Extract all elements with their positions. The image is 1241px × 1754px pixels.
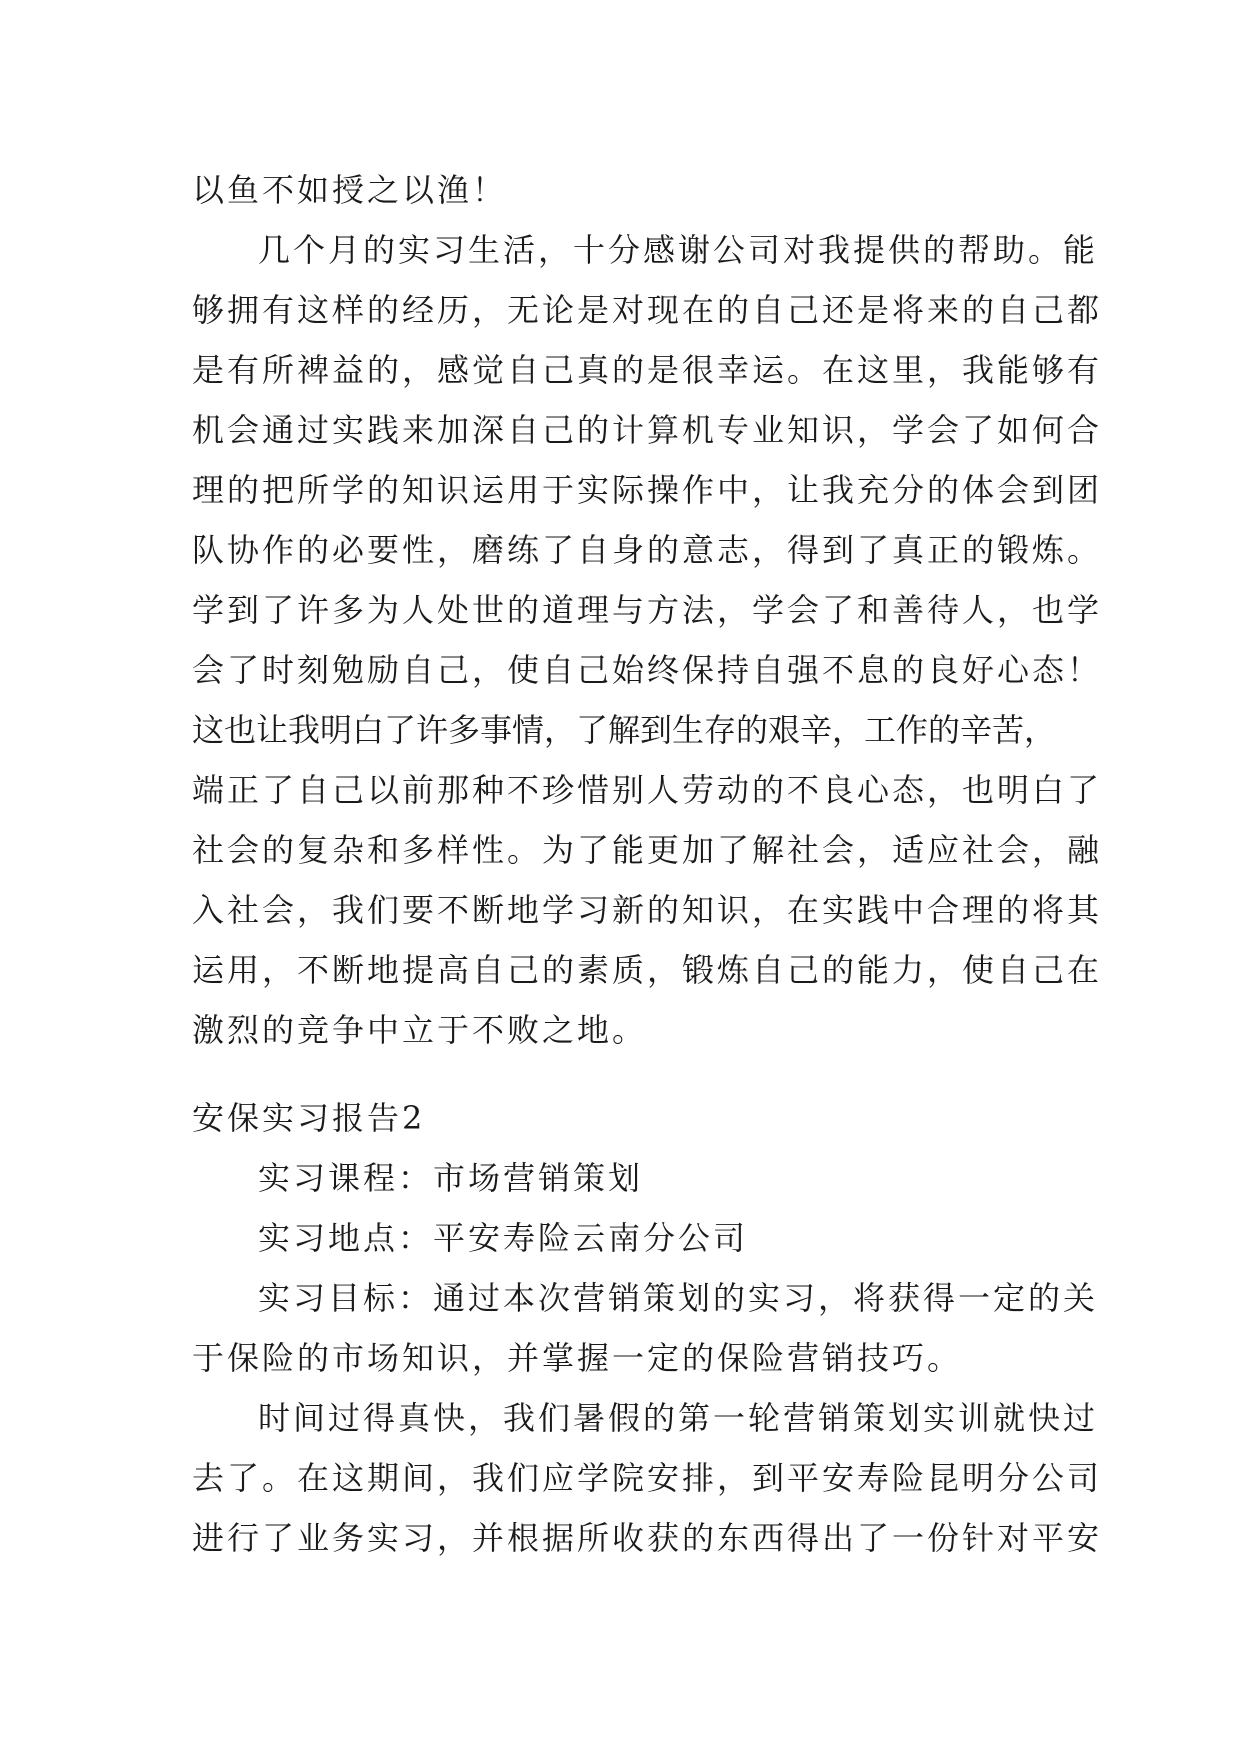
paragraph-line: 学到了许多为人处世的道理与方法，学会了和善待人，也学 [192,591,1103,629]
paragraph-line: 实习课程：市场营销策划 [258,1159,644,1197]
paragraph-line: 激烈的竞争中立于不败之地。 [192,1011,648,1049]
paragraph-line: 运用，不断地提高自己的素质，锻炼自己的能力，使自己在 [192,951,1103,989]
paragraph-line: 以鱼不如授之以渔！ [192,171,508,209]
paragraph-line: 够拥有这样的经历，无论是对现在的自己还是将来的自己都 [192,291,1103,329]
paragraph-line: 队协作的必要性，磨练了自身的意志，得到了真正的锻炼。 [192,531,1103,569]
paragraph-line: 实习地点：平安寿险云南分公司 [258,1219,749,1257]
paragraph-line: 机会通过实践来加深自己的计算机专业知识，学会了如何合 [192,411,1103,449]
paragraph-line: 实习目标：通过本次营销策划的实习，将获得一定的关 [258,1279,1099,1317]
paragraph-line: 时间过得真快，我们暑假的第一轮营销策划实训就快过 [258,1399,1099,1437]
paragraph-line: 几个月的实习生活，十分感谢公司对我提供的帮助。能 [258,231,1099,269]
paragraph-line: 端正了自己以前那种不珍惜别人劳动的不良心态，也明白了 [192,771,1103,809]
paragraph-line: 是有所裨益的，感觉自己真的是很幸运。在这里，我能够有 [192,351,1103,389]
paragraph-line: 这也让我明白了许多事情，了解到生存的艰辛，工作的辛苦， [192,711,1057,749]
paragraph-line: 入社会，我们要不断地学习新的知识，在实践中合理的将其 [192,891,1103,929]
paragraph-line: 理的把所学的知识运用于实际操作中，让我充分的体会到团 [192,471,1103,509]
paragraph-line: 于保险的市场知识，并掌握一定的保险营销技巧。 [192,1339,963,1377]
paragraph-line: 社会的复杂和多样性。为了能更加了解社会，适应社会，融 [192,831,1103,869]
paragraph-line: 进行了业务实习，并根据所收获的东西得出了一份针对平安 [192,1519,1103,1557]
paragraph-line: 去了。在这期间，我们应学院安排，到平安寿险昆明分公司 [192,1459,1103,1497]
section-title: 安保实习报告2 [192,1099,426,1137]
paragraph-line: 会了时刻勉励自己，使自己始终保持自强不息的良好心态！ [192,651,1103,689]
